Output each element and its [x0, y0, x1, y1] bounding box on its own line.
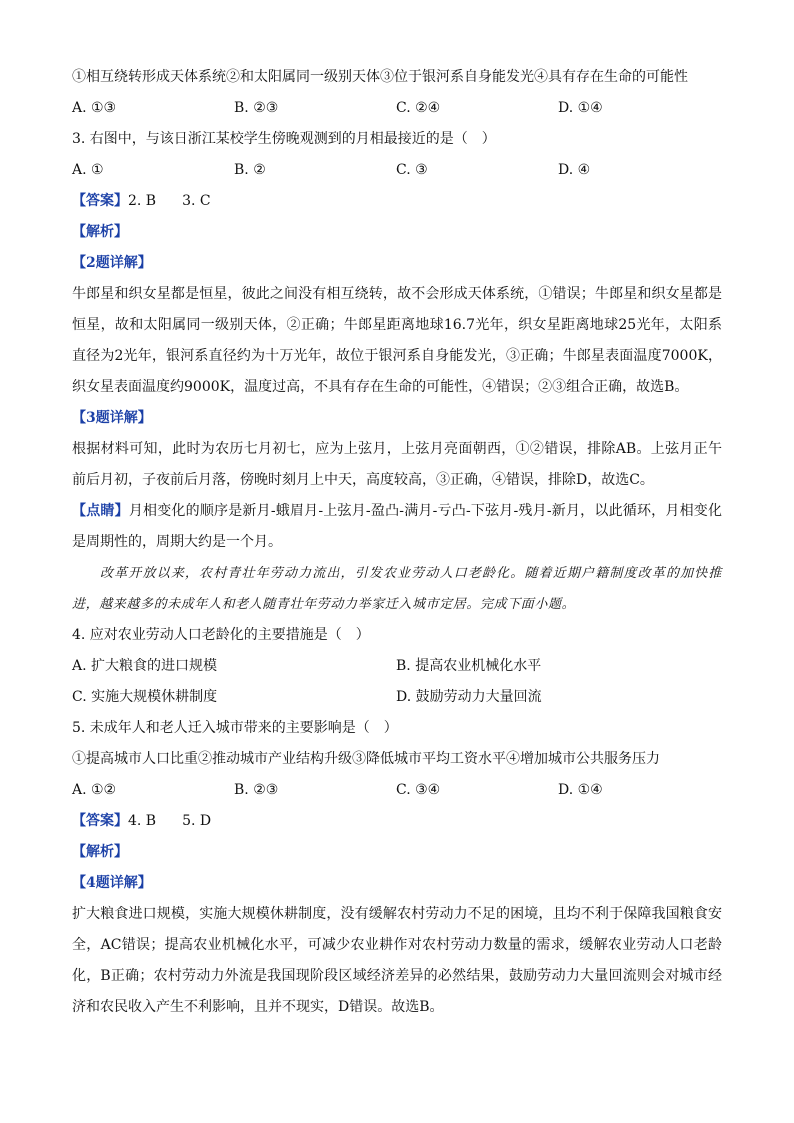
answer-3: 3. C [182, 193, 211, 209]
analysis-label: 【解析】 [72, 224, 128, 240]
q5-stem: 5. 未成年人和老人迁入城市带来的主要影响是（ ） [72, 720, 398, 736]
document-page [72, 62, 722, 1023]
q4-detail-label: 【4题详解】 [72, 875, 152, 891]
q4-option-d: D. 鼓励劳动力大量回流 [396, 689, 542, 705]
q5-items: ①提高城市人口比重②推动城市产业结构升级③降低城市平均工资水平④增加城市公共服务压力 [72, 751, 660, 767]
q3-option-b: B. ② [234, 162, 266, 178]
answer-block-1 [72, 186, 722, 217]
q4-option-b: B. 提高农业机械化水平 [396, 658, 542, 674]
q2-option-b: B. ②③ [234, 100, 279, 116]
analysis-label-2: 【解析】 [72, 844, 128, 860]
answer-label-2: 【答案】 [72, 813, 128, 829]
q5-options [72, 775, 722, 806]
q5-option-d: D. ①④ [558, 782, 603, 798]
answer-5: 5. D [182, 813, 212, 829]
q4-stem: 4. 应对农业劳动人口老龄化的主要措施是（ ） [72, 627, 370, 643]
q4-option-a: A. 扩大粮食的进口规模 [72, 658, 218, 674]
q3-option-c: C. ③ [396, 162, 428, 178]
q3-detail: 根据材料可知，此时为农历七月初七，应为上弦月，上弦月亮面朝西，①②错误，排除AB。上弦月正午前后月初，子夜前后月落，傍晚时刻月上中天，高度较高，③正确，④错误，排除D，故选C。 [72, 441, 722, 488]
q2-option-c: C. ②④ [396, 100, 441, 116]
q3-detail-label: 【3题详解】 [72, 410, 152, 426]
q2-items: ①相互绕转形成天体系统②和太阳属同一级别天体③位于银河系自身能发光④具有存在生命的可能性 [72, 69, 688, 85]
tip-block [72, 496, 722, 558]
q2-option-d: D. ①④ [558, 100, 603, 116]
q3-option-d: D. ④ [558, 162, 591, 178]
q4-options-row1 [72, 651, 722, 682]
q2-detail-label: 【2题详解】 [72, 255, 152, 271]
q3-option-a: A. ① [72, 162, 104, 178]
q4-options-row2 [72, 682, 722, 713]
answer-label: 【答案】 [72, 193, 128, 209]
q3-options [72, 155, 722, 186]
tip-label: 【点睛】 [72, 503, 129, 519]
answer-2: 2. B [128, 193, 157, 209]
q4-detail: 扩大粮食进口规模，实施大规模休耕制度，没有缓解农村劳动力不足的困境，且均不利于保障我国粮食安全，AC错误；提高农业机械化水平，可减少农业耕作对农村劳动力数量的需求，缓解农业劳动人口老龄化，B正确；农村劳动力外流是我国现阶段区域经济差异的必然结果，鼓励劳动力大量回流则会对城市经济和农民收入产生不利影响，且并不现实，D错误。故选B。 [72, 906, 722, 1015]
q5-option-b: B. ②③ [234, 782, 279, 798]
answer-4: 4. B [128, 813, 157, 829]
q5-option-a: A. ①② [72, 782, 117, 798]
tip-text: 月相变化的顺序是新月-蛾眉月-上弦月-盈凸-满月-亏凸-下弦月-残月-新月，以此循环，月相变化是周期性的，周期大约是一个月。 [72, 503, 722, 550]
answer-block-2 [72, 806, 722, 837]
q2-detail: 牛郎星和织女星都是恒星，彼此之间没有相互绕转，故不会形成天体系统，①错误；牛郎星和织女星都是恒星，故和太阳属同一级别天体，②正确；牛郎星距离地球16.7光年，织女星距离地球25光年，太阳系直径为2光年，银河系直径约为十万光年，故位于银河系自身能发光，③正确；牛郎星表面温度7000K，织女星表面温度约9000K，温度过高，不具有存在生命的可能性，④错误；②③组合正确，故选B。 [72, 286, 722, 395]
q2-option-a: A. ①③ [72, 100, 117, 116]
q5-option-c: C. ③④ [396, 782, 441, 798]
material-text: 改革开放以来，农村青壮年劳动力流出，引发农业劳动人口老龄化。随着近期户籍制度改革的加快推进，越来越多的未成年人和老人随青壮年劳动力举家迁入城市定居。完成下面小题。 [72, 566, 722, 612]
q3-stem: 3. 右图中，与该日浙江某校学生傍晚观测到的月相最接近的是（ ） [72, 131, 496, 147]
q2-options [72, 93, 722, 124]
q4-option-c: C. 实施大规模休耕制度 [72, 689, 218, 705]
